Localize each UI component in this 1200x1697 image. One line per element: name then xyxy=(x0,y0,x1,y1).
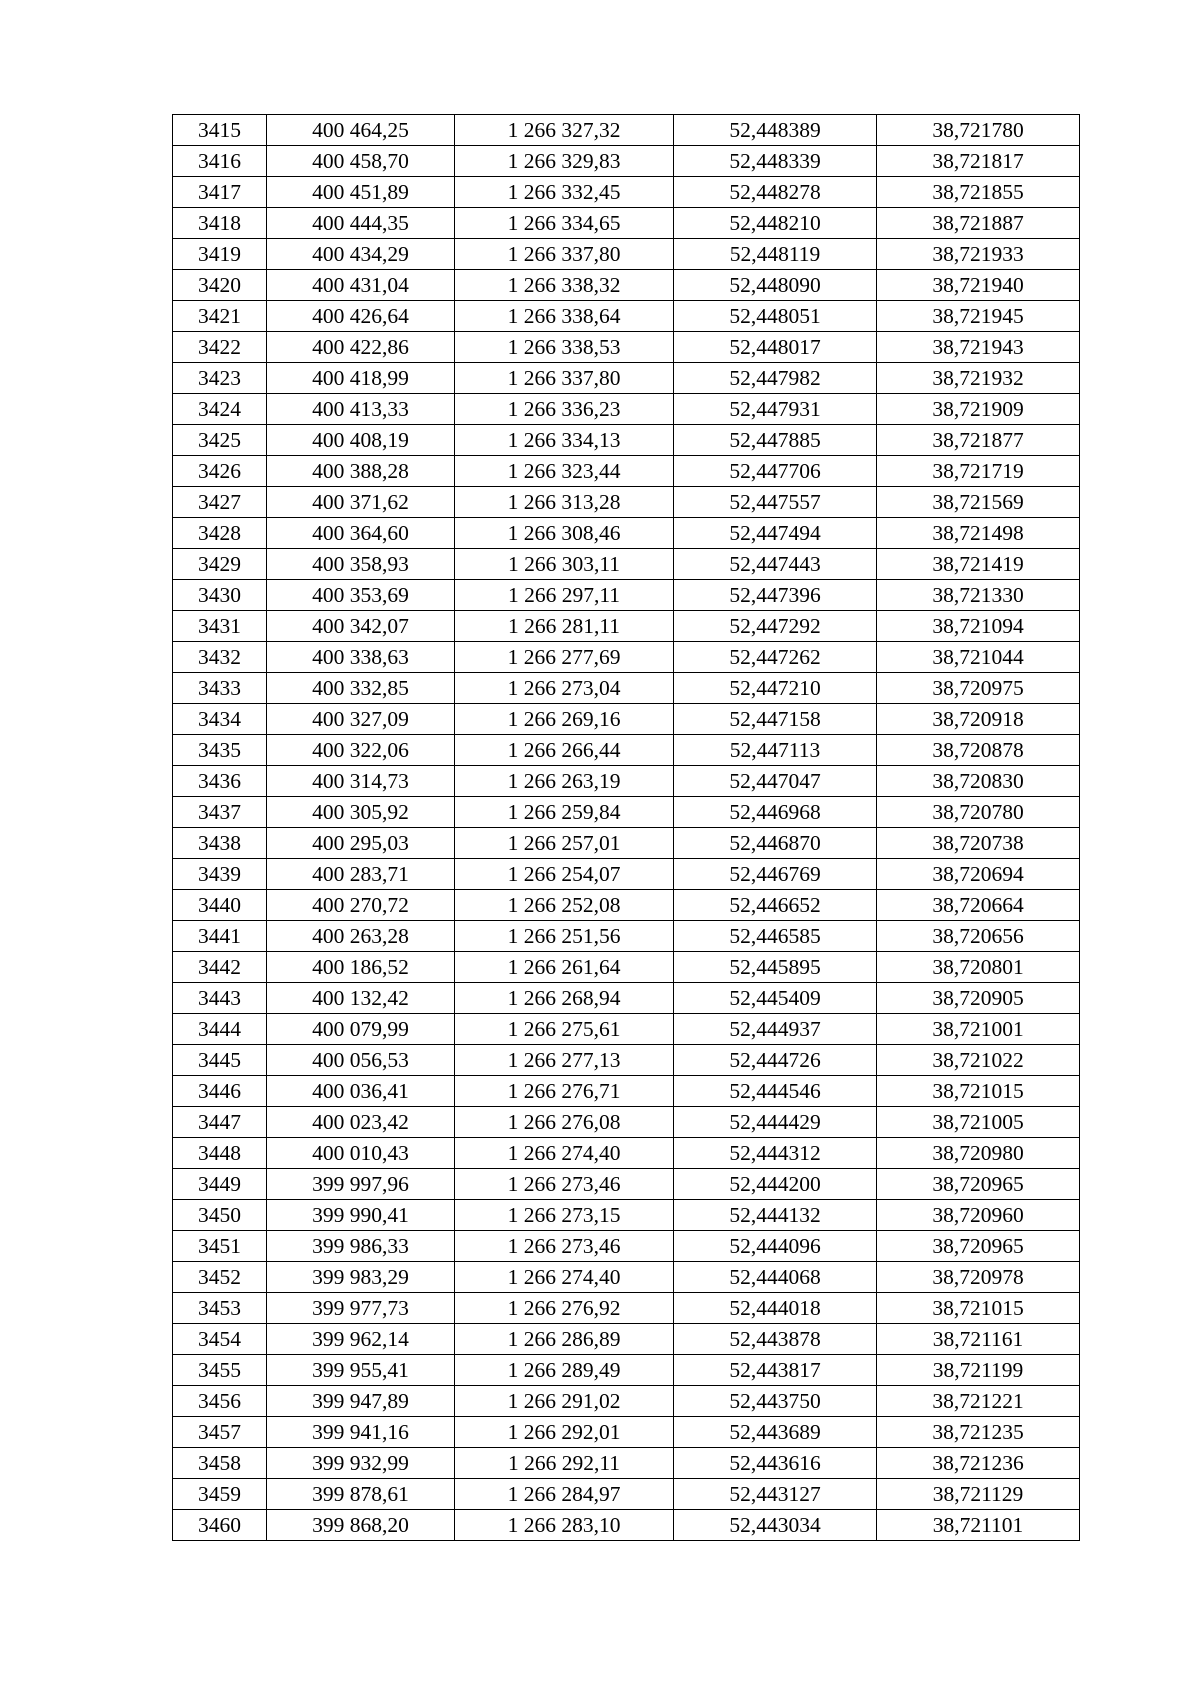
point-number-cell: 3444 xyxy=(173,1014,267,1045)
x-coordinate-cell: 400 327,09 xyxy=(267,704,455,735)
coordinates-table xyxy=(172,114,1080,1541)
x-coordinate-cell: 400 036,41 xyxy=(267,1076,455,1107)
y-coordinate-cell: 1 266 254,07 xyxy=(455,859,674,890)
longitude-cell: 38,721221 xyxy=(877,1386,1080,1417)
longitude-cell: 38,720664 xyxy=(877,890,1080,921)
latitude-cell: 52,448210 xyxy=(674,208,877,239)
point-number-cell: 3438 xyxy=(173,828,267,859)
latitude-cell: 52,447047 xyxy=(674,766,877,797)
coordinates-table-body xyxy=(173,115,1080,1541)
point-number-cell: 3427 xyxy=(173,487,267,518)
longitude-cell: 38,720830 xyxy=(877,766,1080,797)
longitude-cell: 38,720738 xyxy=(877,828,1080,859)
longitude-cell: 38,720918 xyxy=(877,704,1080,735)
longitude-cell: 38,721817 xyxy=(877,146,1080,177)
latitude-cell: 52,444200 xyxy=(674,1169,877,1200)
y-coordinate-cell: 1 266 292,01 xyxy=(455,1417,674,1448)
table-row xyxy=(173,208,1080,239)
table-row xyxy=(173,1479,1080,1510)
point-number-cell: 3440 xyxy=(173,890,267,921)
longitude-cell: 38,720975 xyxy=(877,673,1080,704)
longitude-cell: 38,721498 xyxy=(877,518,1080,549)
longitude-cell: 38,720905 xyxy=(877,983,1080,1014)
latitude-cell: 52,448389 xyxy=(674,115,877,146)
table-row xyxy=(173,642,1080,673)
y-coordinate-cell: 1 266 275,61 xyxy=(455,1014,674,1045)
latitude-cell: 52,444937 xyxy=(674,1014,877,1045)
table-row xyxy=(173,1231,1080,1262)
longitude-cell: 38,721129 xyxy=(877,1479,1080,1510)
y-coordinate-cell: 1 266 292,11 xyxy=(455,1448,674,1479)
longitude-cell: 38,721044 xyxy=(877,642,1080,673)
latitude-cell: 52,447982 xyxy=(674,363,877,394)
y-coordinate-cell: 1 266 273,15 xyxy=(455,1200,674,1231)
y-coordinate-cell: 1 266 273,46 xyxy=(455,1169,674,1200)
y-coordinate-cell: 1 266 313,28 xyxy=(455,487,674,518)
table-row xyxy=(173,1293,1080,1324)
longitude-cell: 38,720656 xyxy=(877,921,1080,952)
latitude-cell: 52,448278 xyxy=(674,177,877,208)
x-coordinate-cell: 400 132,42 xyxy=(267,983,455,1014)
table-row xyxy=(173,1107,1080,1138)
x-coordinate-cell: 400 305,92 xyxy=(267,797,455,828)
longitude-cell: 38,721945 xyxy=(877,301,1080,332)
point-number-cell: 3460 xyxy=(173,1510,267,1541)
y-coordinate-cell: 1 266 268,94 xyxy=(455,983,674,1014)
x-coordinate-cell: 400 371,62 xyxy=(267,487,455,518)
y-coordinate-cell: 1 266 337,80 xyxy=(455,363,674,394)
table-row xyxy=(173,1355,1080,1386)
latitude-cell: 52,447443 xyxy=(674,549,877,580)
longitude-cell: 38,721235 xyxy=(877,1417,1080,1448)
y-coordinate-cell: 1 266 277,13 xyxy=(455,1045,674,1076)
x-coordinate-cell: 400 422,86 xyxy=(267,332,455,363)
point-number-cell: 3435 xyxy=(173,735,267,766)
x-coordinate-cell: 400 413,33 xyxy=(267,394,455,425)
latitude-cell: 52,447885 xyxy=(674,425,877,456)
table-row xyxy=(173,890,1080,921)
table-row xyxy=(173,983,1080,1014)
table-row xyxy=(173,921,1080,952)
y-coordinate-cell: 1 266 276,08 xyxy=(455,1107,674,1138)
y-coordinate-cell: 1 266 327,32 xyxy=(455,115,674,146)
longitude-cell: 38,721780 xyxy=(877,115,1080,146)
x-coordinate-cell: 400 353,69 xyxy=(267,580,455,611)
y-coordinate-cell: 1 266 269,16 xyxy=(455,704,674,735)
table-row xyxy=(173,766,1080,797)
point-number-cell: 3447 xyxy=(173,1107,267,1138)
y-coordinate-cell: 1 266 334,13 xyxy=(455,425,674,456)
table-row xyxy=(173,518,1080,549)
latitude-cell: 52,448119 xyxy=(674,239,877,270)
table-row xyxy=(173,1324,1080,1355)
latitude-cell: 52,447158 xyxy=(674,704,877,735)
y-coordinate-cell: 1 266 257,01 xyxy=(455,828,674,859)
latitude-cell: 52,443750 xyxy=(674,1386,877,1417)
longitude-cell: 38,721005 xyxy=(877,1107,1080,1138)
point-number-cell: 3436 xyxy=(173,766,267,797)
point-number-cell: 3456 xyxy=(173,1386,267,1417)
point-number-cell: 3443 xyxy=(173,983,267,1014)
y-coordinate-cell: 1 266 252,08 xyxy=(455,890,674,921)
x-coordinate-cell: 400 464,25 xyxy=(267,115,455,146)
point-number-cell: 3428 xyxy=(173,518,267,549)
x-coordinate-cell: 399 986,33 xyxy=(267,1231,455,1262)
point-number-cell: 3439 xyxy=(173,859,267,890)
x-coordinate-cell: 400 364,60 xyxy=(267,518,455,549)
table-row xyxy=(173,301,1080,332)
latitude-cell: 52,446870 xyxy=(674,828,877,859)
point-number-cell: 3450 xyxy=(173,1200,267,1231)
longitude-cell: 38,720965 xyxy=(877,1231,1080,1262)
latitude-cell: 52,444312 xyxy=(674,1138,877,1169)
latitude-cell: 52,447557 xyxy=(674,487,877,518)
longitude-cell: 38,721001 xyxy=(877,1014,1080,1045)
x-coordinate-cell: 400 458,70 xyxy=(267,146,455,177)
point-number-cell: 3459 xyxy=(173,1479,267,1510)
x-coordinate-cell: 399 941,16 xyxy=(267,1417,455,1448)
y-coordinate-cell: 1 266 338,53 xyxy=(455,332,674,363)
table-row xyxy=(173,611,1080,642)
y-coordinate-cell: 1 266 261,64 xyxy=(455,952,674,983)
table-row xyxy=(173,146,1080,177)
y-coordinate-cell: 1 266 277,69 xyxy=(455,642,674,673)
latitude-cell: 52,443127 xyxy=(674,1479,877,1510)
longitude-cell: 38,721940 xyxy=(877,270,1080,301)
table-row xyxy=(173,1510,1080,1541)
point-number-cell: 3426 xyxy=(173,456,267,487)
y-coordinate-cell: 1 266 303,11 xyxy=(455,549,674,580)
point-number-cell: 3430 xyxy=(173,580,267,611)
y-coordinate-cell: 1 266 323,44 xyxy=(455,456,674,487)
point-number-cell: 3433 xyxy=(173,673,267,704)
y-coordinate-cell: 1 266 251,56 xyxy=(455,921,674,952)
table-row xyxy=(173,952,1080,983)
longitude-cell: 38,721569 xyxy=(877,487,1080,518)
longitude-cell: 38,721419 xyxy=(877,549,1080,580)
point-number-cell: 3420 xyxy=(173,270,267,301)
table-row xyxy=(173,549,1080,580)
point-number-cell: 3437 xyxy=(173,797,267,828)
latitude-cell: 52,448339 xyxy=(674,146,877,177)
table-row xyxy=(173,456,1080,487)
y-coordinate-cell: 1 266 273,04 xyxy=(455,673,674,704)
x-coordinate-cell: 400 056,53 xyxy=(267,1045,455,1076)
longitude-cell: 38,720694 xyxy=(877,859,1080,890)
point-number-cell: 3448 xyxy=(173,1138,267,1169)
y-coordinate-cell: 1 266 276,92 xyxy=(455,1293,674,1324)
table-row xyxy=(173,332,1080,363)
longitude-cell: 38,721015 xyxy=(877,1076,1080,1107)
table-row xyxy=(173,487,1080,518)
y-coordinate-cell: 1 266 283,10 xyxy=(455,1510,674,1541)
latitude-cell: 52,444068 xyxy=(674,1262,877,1293)
table-row xyxy=(173,1386,1080,1417)
x-coordinate-cell: 399 868,20 xyxy=(267,1510,455,1541)
table-row xyxy=(173,1076,1080,1107)
table-row xyxy=(173,1014,1080,1045)
y-coordinate-cell: 1 266 336,23 xyxy=(455,394,674,425)
x-coordinate-cell: 400 263,28 xyxy=(267,921,455,952)
point-number-cell: 3416 xyxy=(173,146,267,177)
table-row xyxy=(173,239,1080,270)
table-row xyxy=(173,859,1080,890)
latitude-cell: 52,444096 xyxy=(674,1231,877,1262)
x-coordinate-cell: 400 426,64 xyxy=(267,301,455,332)
point-number-cell: 3415 xyxy=(173,115,267,146)
latitude-cell: 52,447494 xyxy=(674,518,877,549)
latitude-cell: 52,444546 xyxy=(674,1076,877,1107)
latitude-cell: 52,448090 xyxy=(674,270,877,301)
longitude-cell: 38,721943 xyxy=(877,332,1080,363)
longitude-cell: 38,721161 xyxy=(877,1324,1080,1355)
latitude-cell: 52,443817 xyxy=(674,1355,877,1386)
y-coordinate-cell: 1 266 338,64 xyxy=(455,301,674,332)
table-row xyxy=(173,1138,1080,1169)
table-row xyxy=(173,1417,1080,1448)
y-coordinate-cell: 1 266 329,83 xyxy=(455,146,674,177)
longitude-cell: 38,721330 xyxy=(877,580,1080,611)
longitude-cell: 38,721094 xyxy=(877,611,1080,642)
longitude-cell: 38,721855 xyxy=(877,177,1080,208)
latitude-cell: 52,447113 xyxy=(674,735,877,766)
latitude-cell: 52,446769 xyxy=(674,859,877,890)
x-coordinate-cell: 400 314,73 xyxy=(267,766,455,797)
latitude-cell: 52,446968 xyxy=(674,797,877,828)
longitude-cell: 38,721933 xyxy=(877,239,1080,270)
x-coordinate-cell: 399 990,41 xyxy=(267,1200,455,1231)
longitude-cell: 38,721199 xyxy=(877,1355,1080,1386)
longitude-cell: 38,721877 xyxy=(877,425,1080,456)
x-coordinate-cell: 399 962,14 xyxy=(267,1324,455,1355)
latitude-cell: 52,444429 xyxy=(674,1107,877,1138)
point-number-cell: 3425 xyxy=(173,425,267,456)
x-coordinate-cell: 399 997,96 xyxy=(267,1169,455,1200)
y-coordinate-cell: 1 266 332,45 xyxy=(455,177,674,208)
longitude-cell: 38,720780 xyxy=(877,797,1080,828)
point-number-cell: 3455 xyxy=(173,1355,267,1386)
table-row xyxy=(173,177,1080,208)
longitude-cell: 38,721932 xyxy=(877,363,1080,394)
x-coordinate-cell: 399 977,73 xyxy=(267,1293,455,1324)
x-coordinate-cell: 400 434,29 xyxy=(267,239,455,270)
y-coordinate-cell: 1 266 274,40 xyxy=(455,1262,674,1293)
point-number-cell: 3454 xyxy=(173,1324,267,1355)
latitude-cell: 52,447396 xyxy=(674,580,877,611)
table-row xyxy=(173,1200,1080,1231)
table-row xyxy=(173,580,1080,611)
longitude-cell: 38,721101 xyxy=(877,1510,1080,1541)
point-number-cell: 3434 xyxy=(173,704,267,735)
point-number-cell: 3451 xyxy=(173,1231,267,1262)
x-coordinate-cell: 400 322,06 xyxy=(267,735,455,766)
y-coordinate-cell: 1 266 337,80 xyxy=(455,239,674,270)
table-row xyxy=(173,1169,1080,1200)
point-number-cell: 3441 xyxy=(173,921,267,952)
point-number-cell: 3446 xyxy=(173,1076,267,1107)
y-coordinate-cell: 1 266 273,46 xyxy=(455,1231,674,1262)
latitude-cell: 52,443616 xyxy=(674,1448,877,1479)
table-row xyxy=(173,704,1080,735)
point-number-cell: 3423 xyxy=(173,363,267,394)
x-coordinate-cell: 400 186,52 xyxy=(267,952,455,983)
point-number-cell: 3432 xyxy=(173,642,267,673)
table-row xyxy=(173,673,1080,704)
table-row xyxy=(173,828,1080,859)
x-coordinate-cell: 399 955,41 xyxy=(267,1355,455,1386)
longitude-cell: 38,721015 xyxy=(877,1293,1080,1324)
y-coordinate-cell: 1 266 284,97 xyxy=(455,1479,674,1510)
x-coordinate-cell: 400 418,99 xyxy=(267,363,455,394)
point-number-cell: 3424 xyxy=(173,394,267,425)
x-coordinate-cell: 400 451,89 xyxy=(267,177,455,208)
x-coordinate-cell: 400 408,19 xyxy=(267,425,455,456)
latitude-cell: 52,445409 xyxy=(674,983,877,1014)
x-coordinate-cell: 400 431,04 xyxy=(267,270,455,301)
point-number-cell: 3421 xyxy=(173,301,267,332)
point-number-cell: 3458 xyxy=(173,1448,267,1479)
latitude-cell: 52,447706 xyxy=(674,456,877,487)
point-number-cell: 3419 xyxy=(173,239,267,270)
x-coordinate-cell: 400 388,28 xyxy=(267,456,455,487)
latitude-cell: 52,445895 xyxy=(674,952,877,983)
longitude-cell: 38,720878 xyxy=(877,735,1080,766)
y-coordinate-cell: 1 266 266,44 xyxy=(455,735,674,766)
x-coordinate-cell: 400 023,42 xyxy=(267,1107,455,1138)
x-coordinate-cell: 400 332,85 xyxy=(267,673,455,704)
y-coordinate-cell: 1 266 338,32 xyxy=(455,270,674,301)
point-number-cell: 3449 xyxy=(173,1169,267,1200)
table-row xyxy=(173,735,1080,766)
point-number-cell: 3417 xyxy=(173,177,267,208)
x-coordinate-cell: 399 947,89 xyxy=(267,1386,455,1417)
table-row xyxy=(173,1262,1080,1293)
longitude-cell: 38,720978 xyxy=(877,1262,1080,1293)
x-coordinate-cell: 400 342,07 xyxy=(267,611,455,642)
longitude-cell: 38,721236 xyxy=(877,1448,1080,1479)
latitude-cell: 52,444726 xyxy=(674,1045,877,1076)
longitude-cell: 38,721719 xyxy=(877,456,1080,487)
latitude-cell: 52,448051 xyxy=(674,301,877,332)
table-row xyxy=(173,115,1080,146)
y-coordinate-cell: 1 266 259,84 xyxy=(455,797,674,828)
longitude-cell: 38,720801 xyxy=(877,952,1080,983)
x-coordinate-cell: 400 079,99 xyxy=(267,1014,455,1045)
x-coordinate-cell: 400 010,43 xyxy=(267,1138,455,1169)
longitude-cell: 38,720980 xyxy=(877,1138,1080,1169)
point-number-cell: 3429 xyxy=(173,549,267,580)
longitude-cell: 38,721887 xyxy=(877,208,1080,239)
y-coordinate-cell: 1 266 276,71 xyxy=(455,1076,674,1107)
longitude-cell: 38,720960 xyxy=(877,1200,1080,1231)
x-coordinate-cell: 400 338,63 xyxy=(267,642,455,673)
point-number-cell: 3431 xyxy=(173,611,267,642)
y-coordinate-cell: 1 266 286,89 xyxy=(455,1324,674,1355)
table-row xyxy=(173,1045,1080,1076)
x-coordinate-cell: 400 270,72 xyxy=(267,890,455,921)
point-number-cell: 3418 xyxy=(173,208,267,239)
x-coordinate-cell: 400 295,03 xyxy=(267,828,455,859)
y-coordinate-cell: 1 266 291,02 xyxy=(455,1386,674,1417)
y-coordinate-cell: 1 266 297,11 xyxy=(455,580,674,611)
latitude-cell: 52,443878 xyxy=(674,1324,877,1355)
point-number-cell: 3442 xyxy=(173,952,267,983)
table-row xyxy=(173,797,1080,828)
y-coordinate-cell: 1 266 334,65 xyxy=(455,208,674,239)
point-number-cell: 3452 xyxy=(173,1262,267,1293)
table-row xyxy=(173,270,1080,301)
latitude-cell: 52,446652 xyxy=(674,890,877,921)
latitude-cell: 52,446585 xyxy=(674,921,877,952)
longitude-cell: 38,721909 xyxy=(877,394,1080,425)
y-coordinate-cell: 1 266 274,40 xyxy=(455,1138,674,1169)
latitude-cell: 52,447292 xyxy=(674,611,877,642)
table-row xyxy=(173,363,1080,394)
y-coordinate-cell: 1 266 289,49 xyxy=(455,1355,674,1386)
y-coordinate-cell: 1 266 263,19 xyxy=(455,766,674,797)
x-coordinate-cell: 399 983,29 xyxy=(267,1262,455,1293)
table-row xyxy=(173,394,1080,425)
latitude-cell: 52,447931 xyxy=(674,394,877,425)
latitude-cell: 52,444018 xyxy=(674,1293,877,1324)
x-coordinate-cell: 400 444,35 xyxy=(267,208,455,239)
table-row xyxy=(173,1448,1080,1479)
longitude-cell: 38,720965 xyxy=(877,1169,1080,1200)
y-coordinate-cell: 1 266 308,46 xyxy=(455,518,674,549)
y-coordinate-cell: 1 266 281,11 xyxy=(455,611,674,642)
x-coordinate-cell: 399 932,99 xyxy=(267,1448,455,1479)
latitude-cell: 52,447262 xyxy=(674,642,877,673)
latitude-cell: 52,448017 xyxy=(674,332,877,363)
point-number-cell: 3453 xyxy=(173,1293,267,1324)
x-coordinate-cell: 399 878,61 xyxy=(267,1479,455,1510)
point-number-cell: 3445 xyxy=(173,1045,267,1076)
point-number-cell: 3422 xyxy=(173,332,267,363)
x-coordinate-cell: 400 283,71 xyxy=(267,859,455,890)
latitude-cell: 52,447210 xyxy=(674,673,877,704)
table-row xyxy=(173,425,1080,456)
latitude-cell: 52,444132 xyxy=(674,1200,877,1231)
latitude-cell: 52,443034 xyxy=(674,1510,877,1541)
latitude-cell: 52,443689 xyxy=(674,1417,877,1448)
longitude-cell: 38,721022 xyxy=(877,1045,1080,1076)
x-coordinate-cell: 400 358,93 xyxy=(267,549,455,580)
point-number-cell: 3457 xyxy=(173,1417,267,1448)
